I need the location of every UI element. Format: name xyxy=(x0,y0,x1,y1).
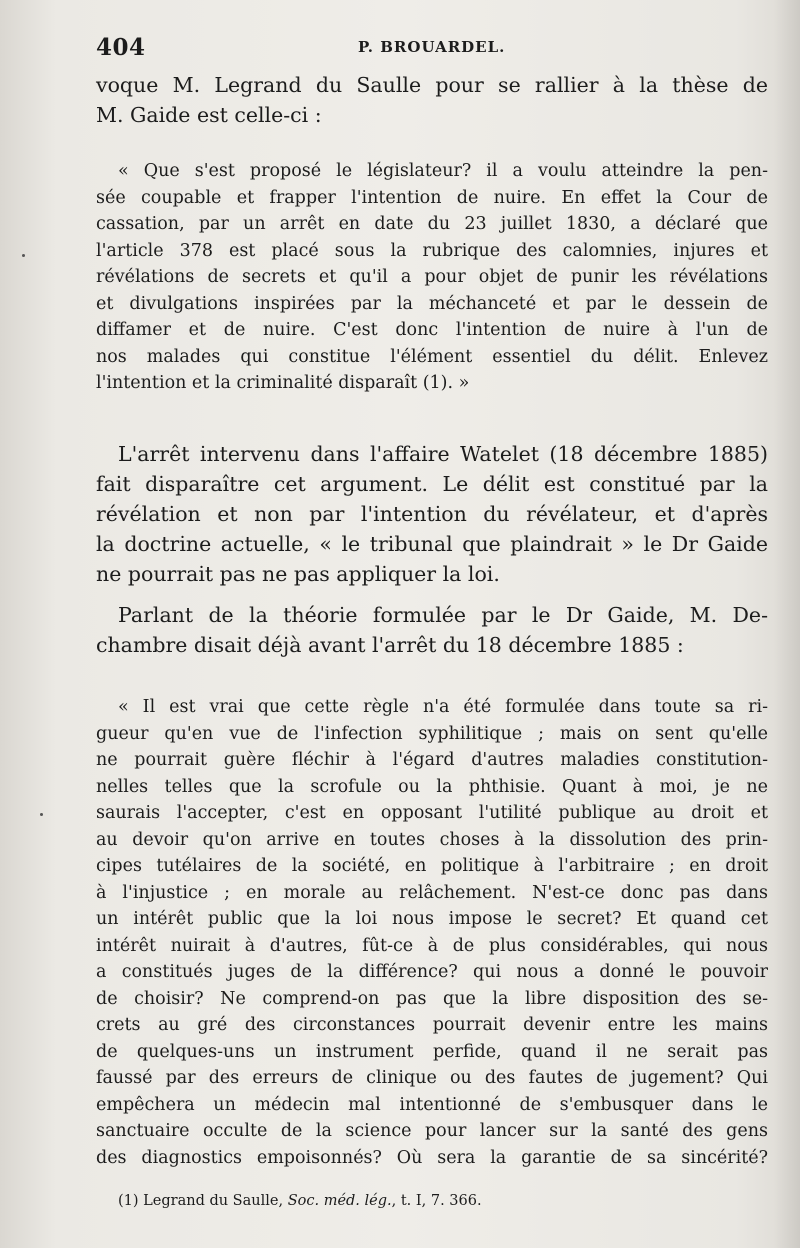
text-line: sée coupable et frapper l'intention de nuire. En effet la Cour de xyxy=(96,187,768,208)
quote-1 xyxy=(96,158,768,397)
text-line: l'article 378 est placé sous la rubrique des calomnies, injures et xyxy=(96,240,768,261)
text-line: nelles telles que la scrofule ou la phthisie. Quant à moi, je ne xyxy=(96,776,768,797)
text-line: la doctrine actuelle, « le tribunal que plaindrait » le Dr Gaide xyxy=(96,532,768,556)
footnote-marker: (1) xyxy=(118,1193,139,1209)
text-line: des diagnostics empoisonnés? Où sera la garantie de sa sincérité? xyxy=(96,1147,768,1168)
text-line: a constitués juges de la différence? qui nous a donné le pouvoir xyxy=(96,962,768,982)
text-line: empêchera un médecin mal intentionné de s'embusquer dans le xyxy=(96,1094,768,1115)
footnote-author: Legrand du Saulle, xyxy=(143,1193,284,1209)
quote-2 xyxy=(96,694,768,1171)
text-line: l'intention et la criminalité disparaît (1). » xyxy=(96,373,470,393)
text-line: L'arrêt intervenu dans l'affaire Watelet (18 décembre 1885) xyxy=(118,442,768,466)
text-line: ne pourrait guère fléchir à l'égard d'autres maladies constitution- xyxy=(96,750,768,770)
paragraph-3 xyxy=(96,600,768,660)
text-line: Parlant de la théorie formulée par le Dr Gaide, M. De- xyxy=(118,603,768,627)
text-line: cipes tutélaires de la société, en politique à l'arbitraire ; en droit xyxy=(96,856,768,876)
text-line: sanctuaire occulte de la science pour lancer sur la santé des gens xyxy=(96,1121,768,1141)
text-line: de choisir? Ne comprend-on pas que la libre disposition des se- xyxy=(96,988,768,1009)
footnote-source: Soc. méd. lég. xyxy=(287,1193,392,1209)
text-line: saurais l'accepter, c'est en opposant l'utilité publique au droit et xyxy=(96,803,768,823)
text-line: diffamer et de nuire. C'est donc l'intention de nuire à l'un de xyxy=(96,320,768,340)
footnote-reference: , t. I, 7. 366. xyxy=(391,1193,482,1209)
paragraph-2 xyxy=(96,439,768,589)
footnote xyxy=(96,1190,768,1212)
footnote-line xyxy=(96,1190,768,1212)
text-line: et divulgations inspirées par la méchanceté et par le dessein de xyxy=(96,293,768,314)
text-line: faussé par des erreurs de clinique ou des fautes de jugement? Qui xyxy=(96,1068,768,1088)
page-edge-shadow xyxy=(774,0,800,1248)
print-speck xyxy=(40,813,43,816)
text-line: ne pourrait pas ne pas appliquer la loi. xyxy=(96,562,500,586)
page-number: 404 xyxy=(96,34,146,61)
text-line: chambre disait déjà avant l'arrêt du 18 décembre 1885 : xyxy=(96,633,684,657)
running-head: P. BROUARDEL. xyxy=(358,38,506,56)
text-line: révélations de secrets et qu'il a pour objet de punir les révélations xyxy=(96,267,768,287)
text-line: crets au gré des circonstances pourrait devenir entre les mains xyxy=(96,1015,768,1035)
text-line: nos malades qui constitue l'élément essentiel du délit. Enlevez xyxy=(96,346,768,367)
text-line: « Que s'est proposé le législateur? il a voulu atteindre la pen- xyxy=(118,161,768,181)
text-line: à l'injustice ; en morale au relâchement. N'est-ce donc pas dans xyxy=(96,882,768,903)
text-line: de quelques-uns un instrument perfide, quand il ne serait pas xyxy=(96,1041,768,1062)
text-line: « Il est vrai que cette règle n'a été formulée dans toute sa ri- xyxy=(118,697,768,717)
text-line: révélation et non par l'intention du révélateur, et d'après xyxy=(96,502,768,526)
text-line: M. Gaide est celle-ci : xyxy=(96,103,322,127)
paragraph-1 xyxy=(96,70,768,130)
print-speck xyxy=(22,254,25,257)
text-line: un intérêt public que la loi nous impose le secret? Et quand cet xyxy=(96,909,768,929)
page-header xyxy=(96,34,768,64)
text-line: au devoir qu'on arrive en toutes choses à la dissolution des prin- xyxy=(96,829,768,850)
text-line: gueur qu'en vue de l'infection syphilitique ; mais on sent qu'elle xyxy=(96,723,768,744)
text-line: intérêt nuirait à d'autres, fût-ce à de plus considérables, qui nous xyxy=(96,935,768,956)
text-line: cassation, par un arrêt en date du 23 juillet 1830, a déclaré que xyxy=(96,214,768,234)
text-line: fait disparaître cet argument. Le délit est constitué par la xyxy=(96,472,768,496)
text-line: voque M. Legrand du Saulle pour se rallier à la thèse de xyxy=(96,73,768,97)
